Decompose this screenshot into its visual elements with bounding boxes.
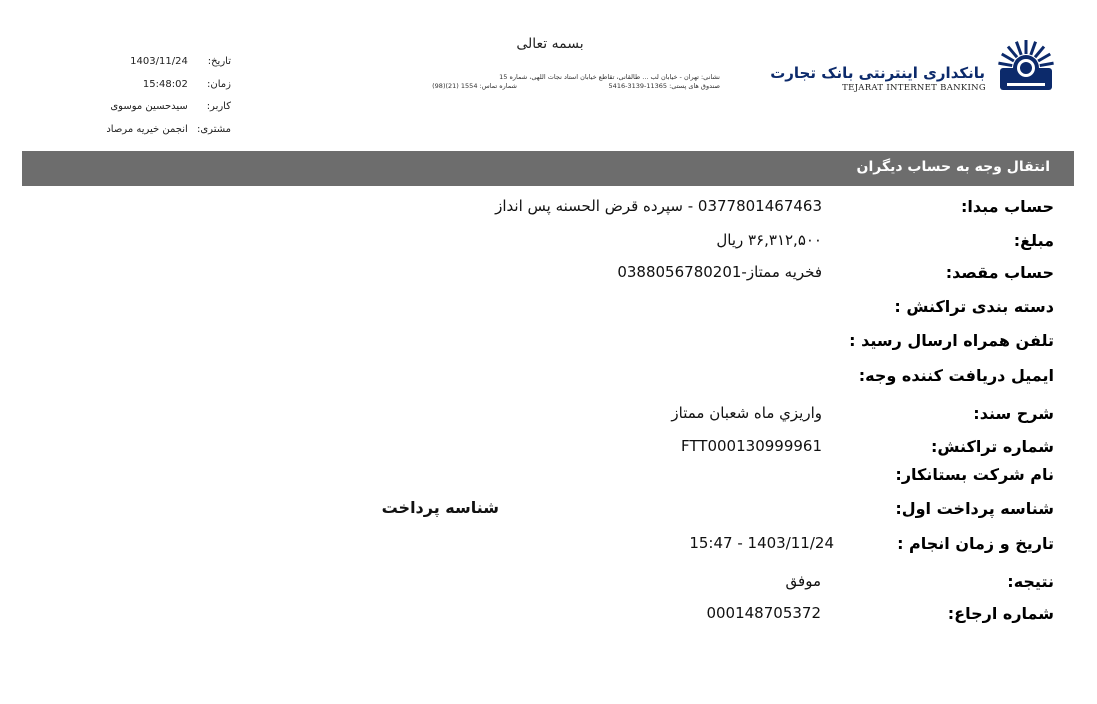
- description-label: شرح سند:: [973, 404, 1054, 423]
- result-label: نتیجه:: [1007, 572, 1054, 591]
- meta-date: [130, 56, 231, 67]
- meta-customer: [106, 124, 231, 135]
- source-account-label: حساب مبدا:: [960, 197, 1054, 216]
- transaction-category-label: دسته بندی تراکنش :: [894, 297, 1054, 316]
- address-line-1: نشانی: تهران - خیابان لب ... طالقانی، تقاطع خیابان استاد نجات اللهی، شماره 15: [499, 73, 720, 81]
- meta-user-label: کاربر:: [206, 101, 231, 112]
- datetime-label: تاریخ و زمان انجام :: [897, 534, 1054, 553]
- meta-user: [110, 101, 231, 112]
- receipt-mobile-label: تلفن همراه ارسال رسید :: [849, 331, 1054, 350]
- meta-time-value: 15:48:02: [142, 79, 188, 90]
- result-value: موفق: [785, 572, 821, 590]
- bank-logo-icon: [998, 38, 1054, 96]
- section-header-bar: [22, 151, 1074, 186]
- meta-date-label: تاریخ:: [207, 56, 231, 67]
- bank-name-fa: بانکداری اینترنتی بانک تجارت: [770, 64, 985, 82]
- transaction-number-label: شماره تراکنش:: [931, 437, 1054, 456]
- section-title: انتقال وجه به حساب دیگران: [856, 159, 1050, 175]
- first-payment-id-label: شناسه پرداخت اول:: [895, 499, 1054, 518]
- bank-name-en: TEJARAT INTERNET BANKING: [842, 83, 986, 93]
- bismillah-heading: بسمه تعالی: [516, 36, 584, 52]
- meta-time: [143, 79, 231, 90]
- meta-time-label: زمان:: [207, 79, 231, 90]
- source-account-value: 0377801467463 - سپرده قرض الحسنه پس انداز: [495, 197, 822, 215]
- description-value: واریزي ماه شعبان ممتاز: [671, 404, 822, 422]
- creditor-company-label: نام شرکت بستانکار:: [895, 465, 1054, 484]
- meta-user-value: سیدحسین موسوی: [110, 101, 188, 112]
- recipient-email-label: ایمیل دریافت کننده وجه:: [858, 366, 1054, 385]
- reference-number-label: شماره ارجاع:: [947, 604, 1054, 623]
- amount-label: مبلغ:: [1013, 231, 1054, 250]
- transaction-number-value: FTT000130999961: [681, 437, 822, 455]
- meta-customer-value: انجمن خیریه مرصاد: [106, 124, 188, 135]
- destination-account-value: فخریه ممتاز-0388056780201: [617, 263, 822, 281]
- address-line-2: صندوق های پستی: 11365-3139-5416: [608, 82, 720, 90]
- amount-value: ۳۶,۳۱۲,۵۰۰ ریال: [716, 231, 822, 249]
- meta-date-value: 1403/11/24: [130, 56, 188, 67]
- first-payment-id-value: شناسه پرداخت: [381, 498, 499, 517]
- datetime-value: 1403/11/24 - 15:47: [689, 534, 834, 552]
- reference-number-value: 000148705372: [706, 604, 821, 622]
- phone-line: شماره تماس: 1554 (21)(98): [432, 82, 517, 90]
- meta-customer-label: مشتری:: [196, 124, 231, 135]
- destination-account-label: حساب مقصد:: [945, 263, 1054, 282]
